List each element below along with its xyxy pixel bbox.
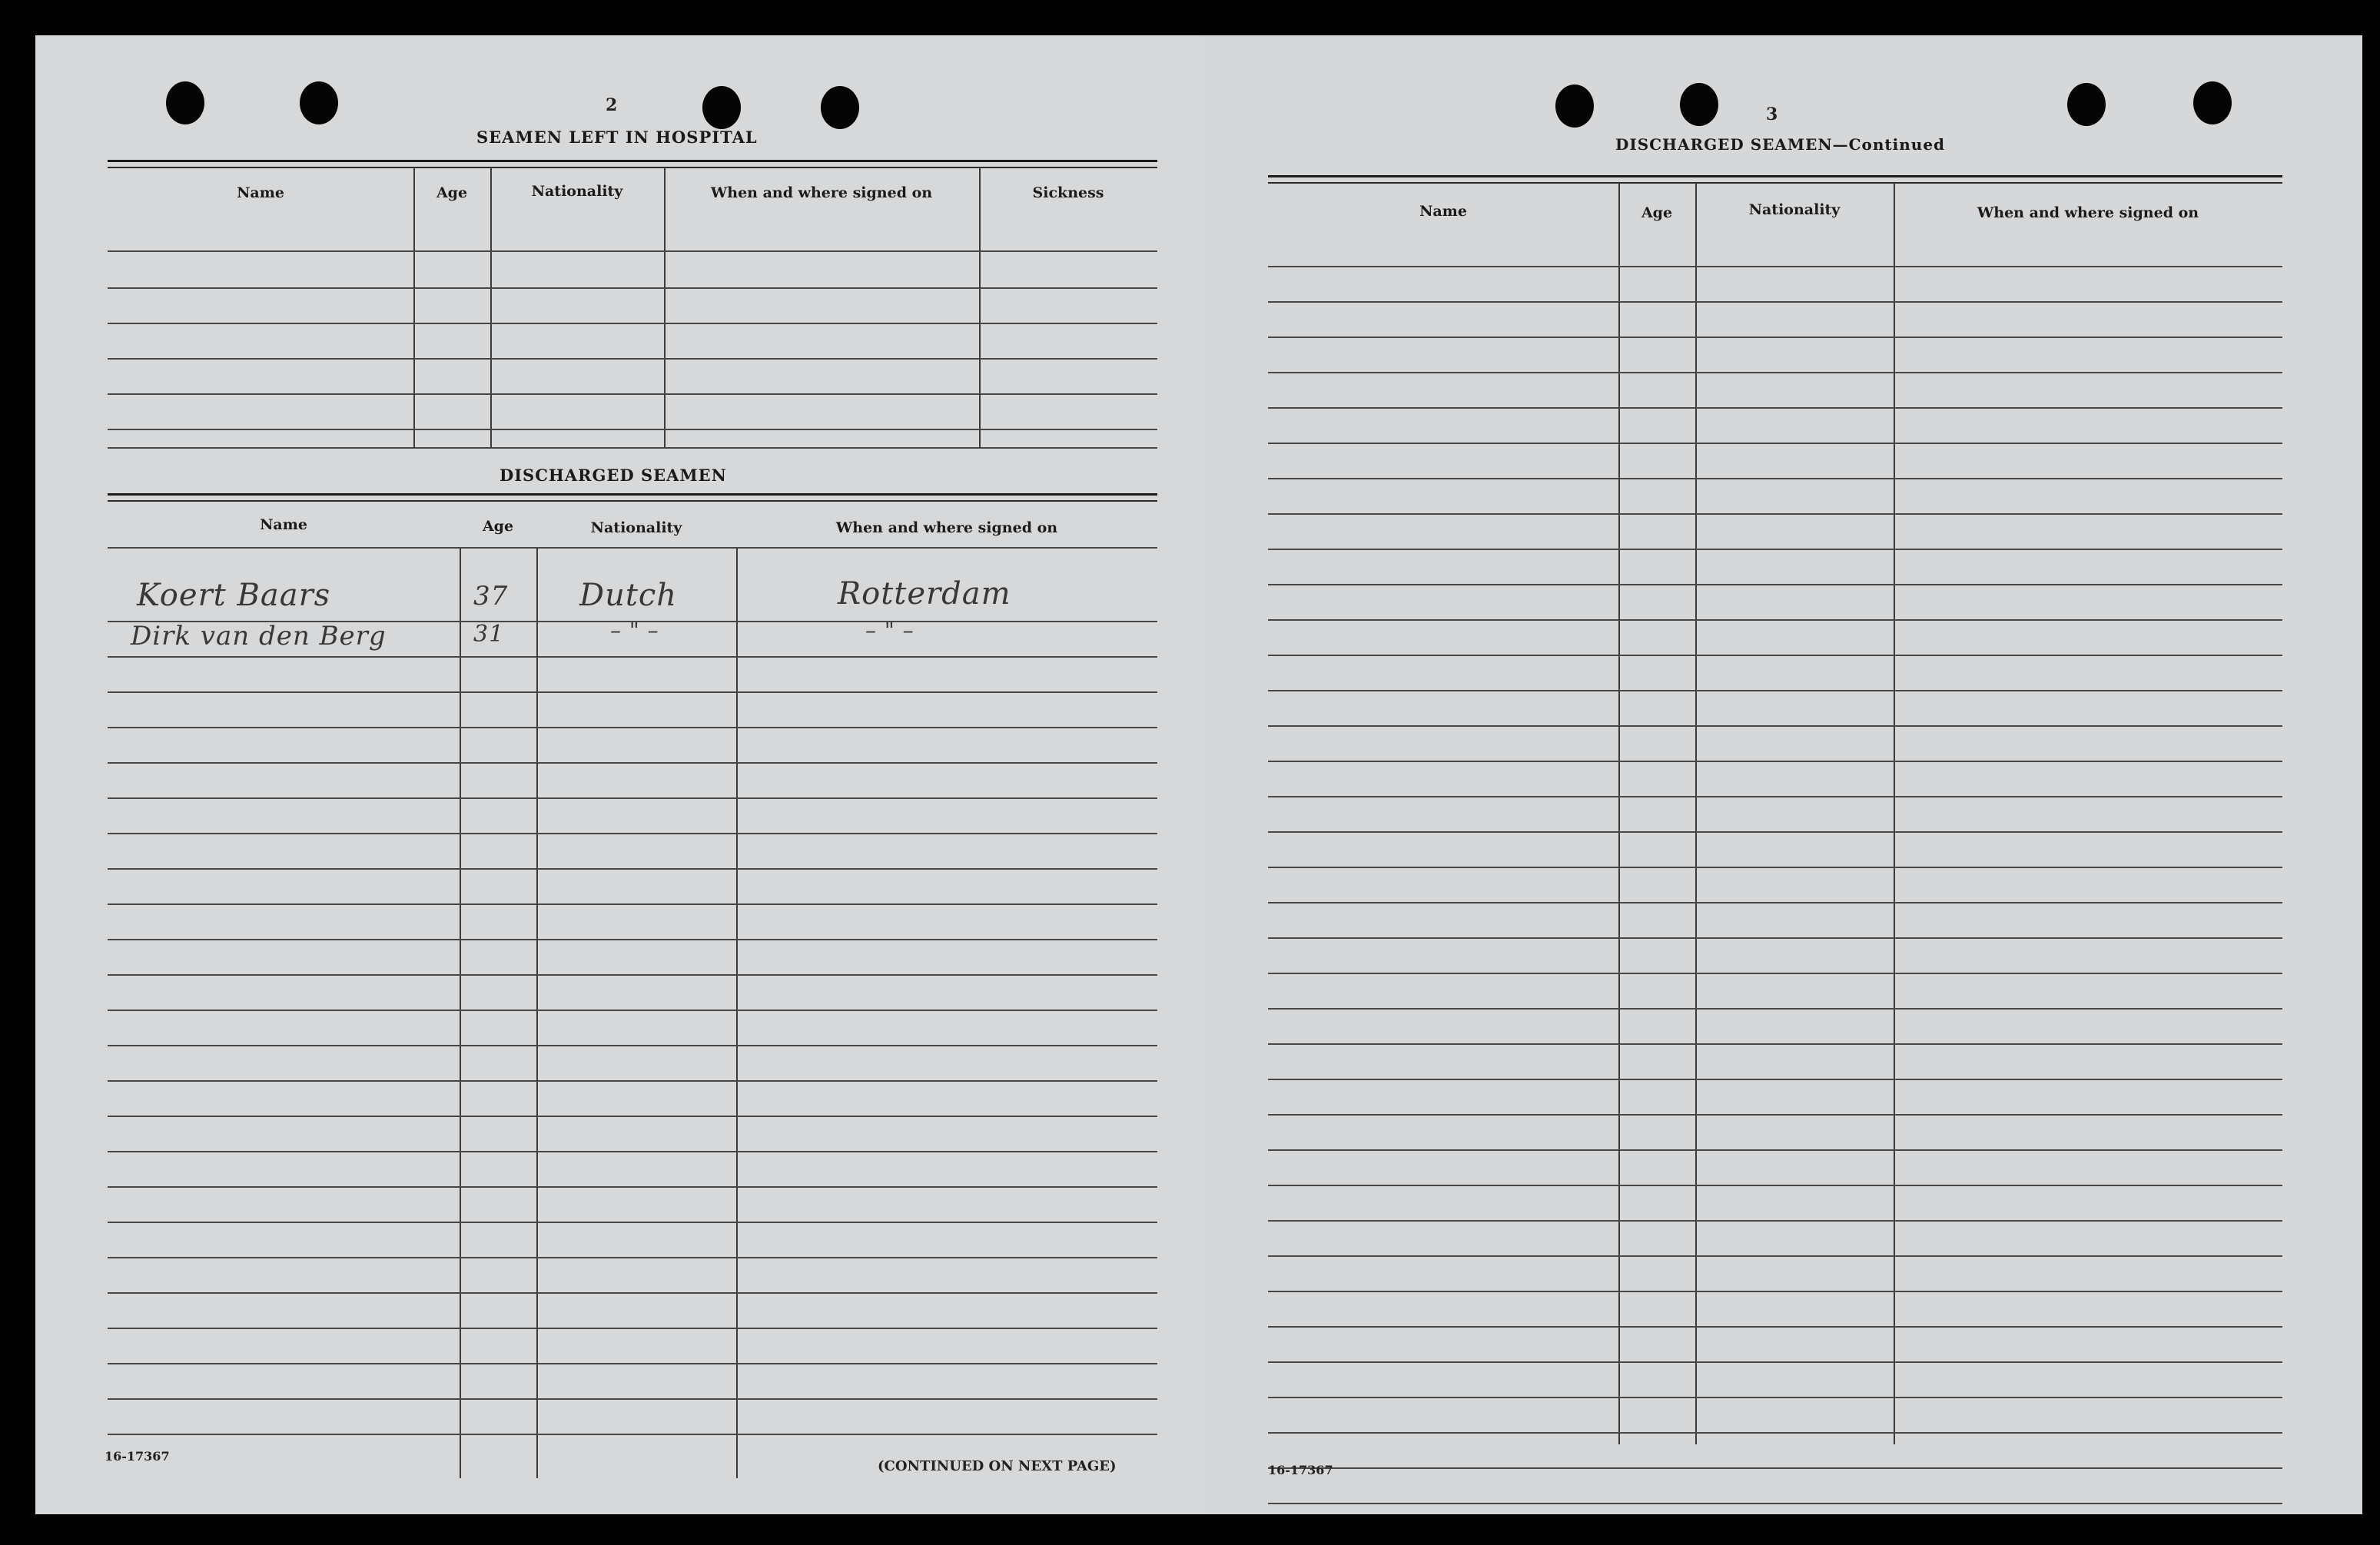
ruled-line — [1268, 761, 2282, 762]
ruled-line — [1268, 407, 2282, 409]
discharged-section-title: DISCHARGED SEAMEN — [500, 466, 727, 485]
column-header-age: Age — [1641, 204, 1673, 221]
seaman-signed-on: – " – — [865, 618, 914, 643]
ruled-line — [108, 1434, 1157, 1435]
ruled-line — [1268, 266, 2282, 267]
punch-hole — [821, 86, 859, 129]
column-header-sickness: Sickness — [1032, 184, 1104, 201]
left-page — [35, 35, 1202, 1514]
discharged-table — [108, 493, 1157, 1484]
ruled-line — [1268, 1008, 2282, 1010]
ruled-line — [108, 939, 1157, 940]
column-header-nationality: Nationality — [590, 519, 682, 536]
punch-hole — [2067, 83, 2106, 126]
column-header-signed-on: When and where signed on — [710, 184, 933, 201]
discharged-continued-table — [1268, 175, 2282, 1481]
ruled-line — [108, 727, 1157, 728]
ruled-line — [1268, 655, 2282, 656]
ruled-line — [1268, 584, 2282, 585]
ruled-line — [108, 691, 1157, 693]
ruled-line — [1268, 301, 2282, 303]
ruled-line — [1268, 372, 2282, 373]
ruled-line — [1268, 796, 2282, 797]
seaman-age: 31 — [473, 621, 505, 648]
ruled-line — [1268, 1220, 2282, 1222]
ruled-line — [1268, 1503, 2282, 1504]
page-number: 3 — [1766, 104, 1778, 124]
ruled-line — [108, 1010, 1157, 1011]
ruled-line — [1268, 549, 2282, 550]
ruled-line — [1268, 902, 2282, 903]
ruled-line — [108, 974, 1157, 976]
ruled-line — [108, 1257, 1157, 1258]
ruled-line — [1268, 1079, 2282, 1080]
ruled-line — [108, 1080, 1157, 1082]
seaman-name: Koert Baars — [137, 578, 331, 613]
column-header-signed-on: When and where signed on — [835, 519, 1058, 536]
continued-note: (CONTINUED ON NEXT PAGE) — [878, 1458, 1117, 1474]
ruled-line — [108, 797, 1157, 799]
ruled-line — [108, 1328, 1157, 1329]
ruled-line — [108, 1151, 1157, 1152]
right-page — [1202, 35, 2362, 1514]
form-number: 16-17367 — [1268, 1463, 1333, 1477]
ruled-line — [1268, 1149, 2282, 1151]
ruled-line — [1268, 619, 2282, 621]
punch-hole — [300, 81, 338, 124]
ruled-line — [1268, 1185, 2282, 1186]
ruled-line — [1268, 1291, 2282, 1292]
punch-hole — [1680, 83, 1718, 126]
seaman-signed-on: Rotterdam — [838, 576, 1011, 612]
form-number: 16-17367 — [105, 1449, 170, 1464]
column-header-name: Name — [1419, 203, 1467, 220]
ruled-line — [1268, 513, 2282, 515]
ruled-line — [1268, 690, 2282, 691]
ruled-line — [1268, 1432, 2282, 1434]
ruled-line — [108, 656, 1157, 658]
seaman-nationality: Dutch — [579, 578, 678, 613]
hospital-table — [108, 160, 1157, 490]
ruled-line — [108, 903, 1157, 905]
ruled-line — [1268, 831, 2282, 833]
ruled-line — [1268, 867, 2282, 868]
ruled-line — [108, 868, 1157, 870]
ruled-line — [108, 833, 1157, 834]
ruled-line — [108, 762, 1157, 764]
ruled-line — [108, 1398, 1157, 1400]
ruled-line — [1268, 725, 2282, 727]
hospital-section-title: SEAMEN LEFT IN HOSPITAL — [476, 128, 758, 147]
ruled-line — [1268, 1467, 2282, 1469]
ruled-line — [1268, 973, 2282, 974]
ruled-line — [1268, 337, 2282, 338]
ruled-line — [1268, 1361, 2282, 1363]
seaman-name: Dirk van den Berg — [131, 621, 387, 651]
seaman-nationality: – " – — [610, 618, 659, 643]
punch-hole — [702, 86, 741, 129]
page-number: 2 — [606, 95, 618, 115]
column-header-age: Age — [436, 184, 468, 201]
column-header-signed-on: When and where signed on — [1977, 204, 2199, 221]
seaman-age: 37 — [473, 581, 509, 612]
ruled-line — [1268, 1114, 2282, 1116]
ruled-line — [1268, 1043, 2282, 1045]
ruled-line — [1268, 443, 2282, 444]
ruled-line — [108, 1363, 1157, 1364]
ruled-line — [108, 1045, 1157, 1046]
ruled-line — [1268, 1255, 2282, 1257]
column-header-nationality: Nationality — [531, 183, 623, 200]
ruled-line — [1268, 937, 2282, 939]
punch-hole — [166, 81, 204, 124]
punch-hole — [1555, 85, 1594, 128]
ruled-line — [108, 1116, 1157, 1117]
ruled-line — [1268, 1326, 2282, 1328]
column-header-name: Name — [260, 516, 307, 533]
discharged-continued-title: DISCHARGED SEAMEN—Continued — [1615, 135, 1946, 154]
ruled-line — [1268, 1397, 2282, 1398]
punch-hole — [2193, 81, 2232, 124]
ruled-line — [108, 1222, 1157, 1223]
column-header-name: Name — [237, 184, 284, 201]
ruled-line — [108, 1186, 1157, 1188]
column-header-age: Age — [482, 518, 514, 535]
ruled-line — [108, 1292, 1157, 1294]
column-header-nationality: Nationality — [1748, 201, 1841, 218]
ruled-line — [1268, 478, 2282, 479]
